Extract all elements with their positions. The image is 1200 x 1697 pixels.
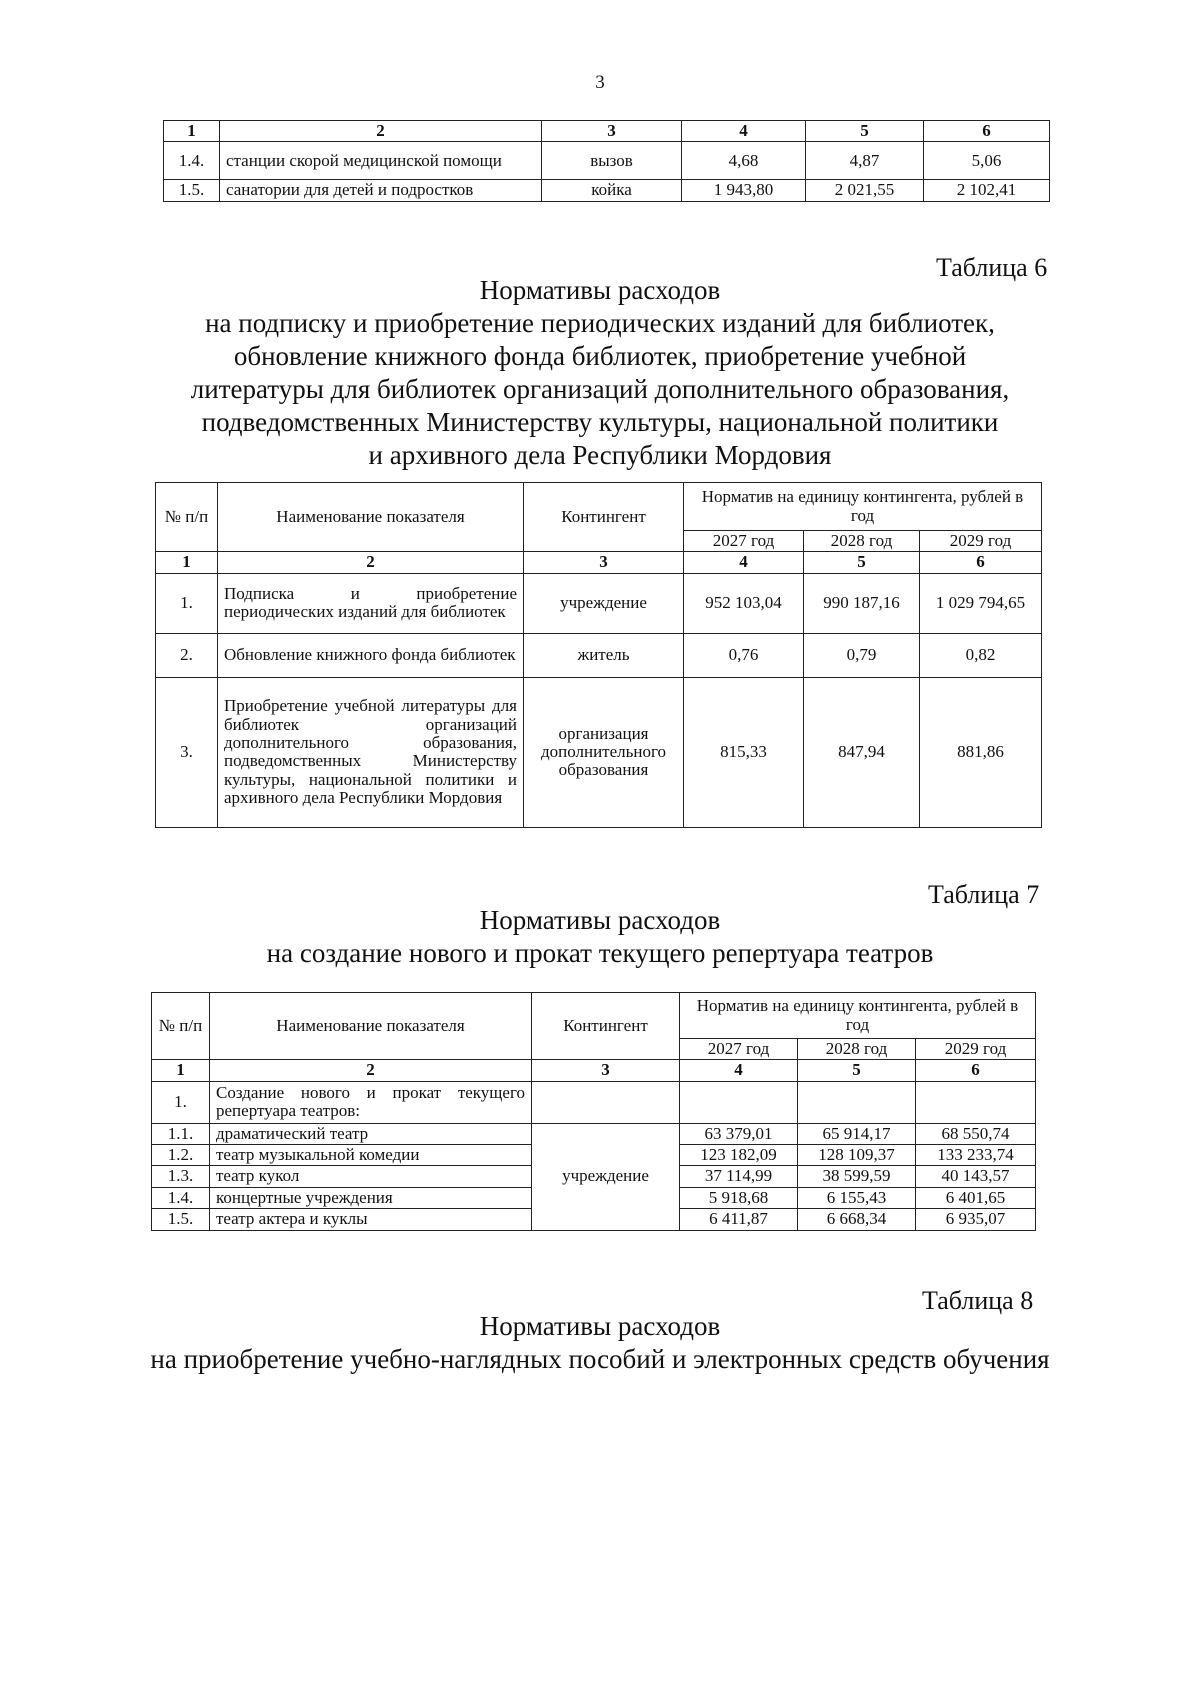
row-unit: койка — [542, 180, 682, 201]
header-num: № п/п — [156, 483, 218, 552]
value-2027: 123 182,09 — [680, 1145, 798, 1166]
column-numbers-row — [152, 1060, 1036, 1081]
value-2028: 6 668,34 — [798, 1209, 916, 1230]
table-row — [156, 573, 1042, 633]
value-2028: 847,94 — [804, 677, 920, 827]
row-number: 1.2. — [152, 1145, 210, 1166]
row-number: 1.4. — [164, 142, 220, 180]
table-6-subtitle-line: подведомственных Министерству культуры, национальной политики — [201, 407, 999, 437]
table-header-row — [156, 483, 1042, 531]
value-2027: 37 114,99 — [680, 1166, 798, 1187]
col-number: 6 — [916, 1060, 1036, 1081]
col-number: 1 — [152, 1060, 210, 1081]
value-2029: 40 143,57 — [916, 1166, 1036, 1187]
row-number: 3. — [156, 677, 218, 827]
table-header-row — [152, 993, 1036, 1039]
table-6-subtitle-line: литературы для библиотек организаций дополнительного образования, — [190, 374, 1010, 404]
header-norm: Норматив на единицу контингента, рублей в год — [680, 993, 1036, 1039]
table-6 — [155, 482, 1042, 828]
table-6-subtitle-line: обновление книжного фонда библиотек, приобретение учебной — [233, 341, 967, 371]
value-2029: 5,06 — [924, 142, 1050, 180]
row-name: Создание нового и прокат текущего репертуара театров: — [210, 1081, 532, 1123]
table-row — [152, 1123, 1036, 1144]
table-continuation — [163, 120, 1050, 202]
row-number: 1.4. — [152, 1187, 210, 1208]
col-number: 4 — [684, 552, 804, 573]
row-number: 1.3. — [152, 1166, 210, 1187]
table-6-label: Таблица 6 — [936, 253, 1048, 282]
table-7-label: Таблица 7 — [928, 880, 1040, 909]
value-2029: 6 401,65 — [916, 1187, 1036, 1208]
row-number: 1.1. — [152, 1123, 210, 1144]
value-2028: 128 109,37 — [798, 1145, 916, 1166]
table-8-subtitle-line: на приобретение учебно-наглядных пособий и электронных средств обучения — [150, 1344, 1050, 1374]
row-name: Приобретение учебной литературы для библиотек организаций дополнительного образования, подведомственных Министерству культуры, национальной политики и архивного дела Республики Мордовия — [218, 677, 524, 827]
table-8-title: Нормативы расходов — [479, 1311, 721, 1341]
row-number: 1.5. — [152, 1209, 210, 1230]
col-number: 4 — [682, 121, 806, 142]
row-number: 2. — [156, 633, 218, 677]
col-number: 5 — [804, 552, 920, 573]
row-unit: учреждение — [532, 1123, 680, 1230]
value-2029: 133 233,74 — [916, 1145, 1036, 1166]
table-6-title: Нормативы расходов — [479, 275, 721, 305]
col-number: 4 — [680, 1060, 798, 1081]
col-number: 3 — [542, 121, 682, 142]
col-number: 1 — [164, 121, 220, 142]
row-unit: учреждение — [524, 573, 684, 633]
header-year: 2029 год — [920, 531, 1042, 552]
table-row — [156, 677, 1042, 827]
value-2029: 881,86 — [920, 677, 1042, 827]
table-row — [164, 180, 1050, 201]
row-number: 1.5. — [164, 180, 220, 201]
col-number: 5 — [798, 1060, 916, 1081]
row-name: театр кукол — [210, 1166, 532, 1187]
header-num: № п/п — [152, 993, 210, 1060]
table-6-subtitle-line: и архивного дела Республики Мордовия — [368, 440, 832, 470]
col-number: 1 — [156, 552, 218, 573]
col-number: 6 — [924, 121, 1050, 142]
header-year: 2027 год — [684, 531, 804, 552]
value-2029: 0,82 — [920, 633, 1042, 677]
header-year: 2029 год — [916, 1039, 1036, 1060]
table-header-row — [164, 121, 1050, 142]
table-row — [156, 633, 1042, 677]
row-name: санатории для детей и подростков — [220, 180, 542, 201]
column-numbers-row — [156, 552, 1042, 573]
value-2027: 952 103,04 — [684, 573, 804, 633]
value-2029: 2 102,41 — [924, 180, 1050, 201]
col-number: 2 — [218, 552, 524, 573]
table-6-heading — [150, 274, 1050, 472]
value-2028: 38 599,59 — [798, 1166, 916, 1187]
empty-cell — [680, 1081, 798, 1123]
value-2027: 6 411,87 — [680, 1209, 798, 1230]
row-name: станции скорой медицинской помощи — [220, 142, 542, 180]
table-8-label: Таблица 8 — [922, 1286, 1034, 1315]
value-2027: 63 379,01 — [680, 1123, 798, 1144]
value-2027: 4,68 — [682, 142, 806, 180]
value-2029: 6 935,07 — [916, 1209, 1036, 1230]
empty-cell — [916, 1081, 1036, 1123]
value-2028: 6 155,43 — [798, 1187, 916, 1208]
col-number: 2 — [220, 121, 542, 142]
col-number: 3 — [532, 1060, 680, 1081]
value-2028: 990 187,16 — [804, 573, 920, 633]
row-unit: организация дополнительного образования — [524, 677, 684, 827]
value-2027: 5 918,68 — [680, 1187, 798, 1208]
table-7-heading — [150, 904, 1050, 970]
table-8-heading — [100, 1310, 1100, 1376]
row-name: Подписка и приобретение периодических изданий для библиотек — [218, 573, 524, 633]
value-2028: 4,87 — [806, 142, 924, 180]
table-6-subtitle-line: на подписку и приобретение периодических изданий для библиотек, — [205, 308, 995, 338]
table-row — [164, 142, 1050, 180]
header-year: 2028 год — [798, 1039, 916, 1060]
col-number: 5 — [806, 121, 924, 142]
value-2027: 815,33 — [684, 677, 804, 827]
row-unit: житель — [524, 633, 684, 677]
value-2027: 0,76 — [684, 633, 804, 677]
value-2027: 1 943,80 — [682, 180, 806, 201]
value-2029: 1 029 794,65 — [920, 573, 1042, 633]
empty-cell — [798, 1081, 916, 1123]
row-name: концертные учреждения — [210, 1187, 532, 1208]
row-name: театр актера и куклы — [210, 1209, 532, 1230]
table-7-title: Нормативы расходов — [479, 905, 721, 935]
page-number: 3 — [595, 72, 605, 93]
value-2028: 2 021,55 — [806, 180, 924, 201]
col-number: 6 — [920, 552, 1042, 573]
header-name: Наименование показателя — [210, 993, 532, 1060]
value-2029: 68 550,74 — [916, 1123, 1036, 1144]
empty-cell — [532, 1081, 680, 1123]
header-contingent: Контингент — [532, 993, 680, 1060]
table-group-row — [152, 1081, 1036, 1123]
row-number: 1. — [152, 1081, 210, 1123]
col-number: 2 — [210, 1060, 532, 1081]
table-7-subtitle-line: на создание нового и прокат текущего репертуара театров — [266, 938, 934, 968]
col-number: 3 — [524, 552, 684, 573]
row-name: драматический театр — [210, 1123, 532, 1144]
value-2028: 65 914,17 — [798, 1123, 916, 1144]
table-7 — [151, 992, 1036, 1231]
row-unit: вызов — [542, 142, 682, 180]
row-number: 1. — [156, 573, 218, 633]
value-2028: 0,79 — [804, 633, 920, 677]
header-year: 2028 год — [804, 531, 920, 552]
header-year: 2027 год — [680, 1039, 798, 1060]
header-contingent: Контингент — [524, 483, 684, 552]
header-norm: Норматив на единицу контингента, рублей в год — [684, 483, 1042, 531]
row-name: театр музыкальной комедии — [210, 1145, 532, 1166]
row-name: Обновление книжного фонда библиотек — [218, 633, 524, 677]
header-name: Наименование показателя — [218, 483, 524, 552]
